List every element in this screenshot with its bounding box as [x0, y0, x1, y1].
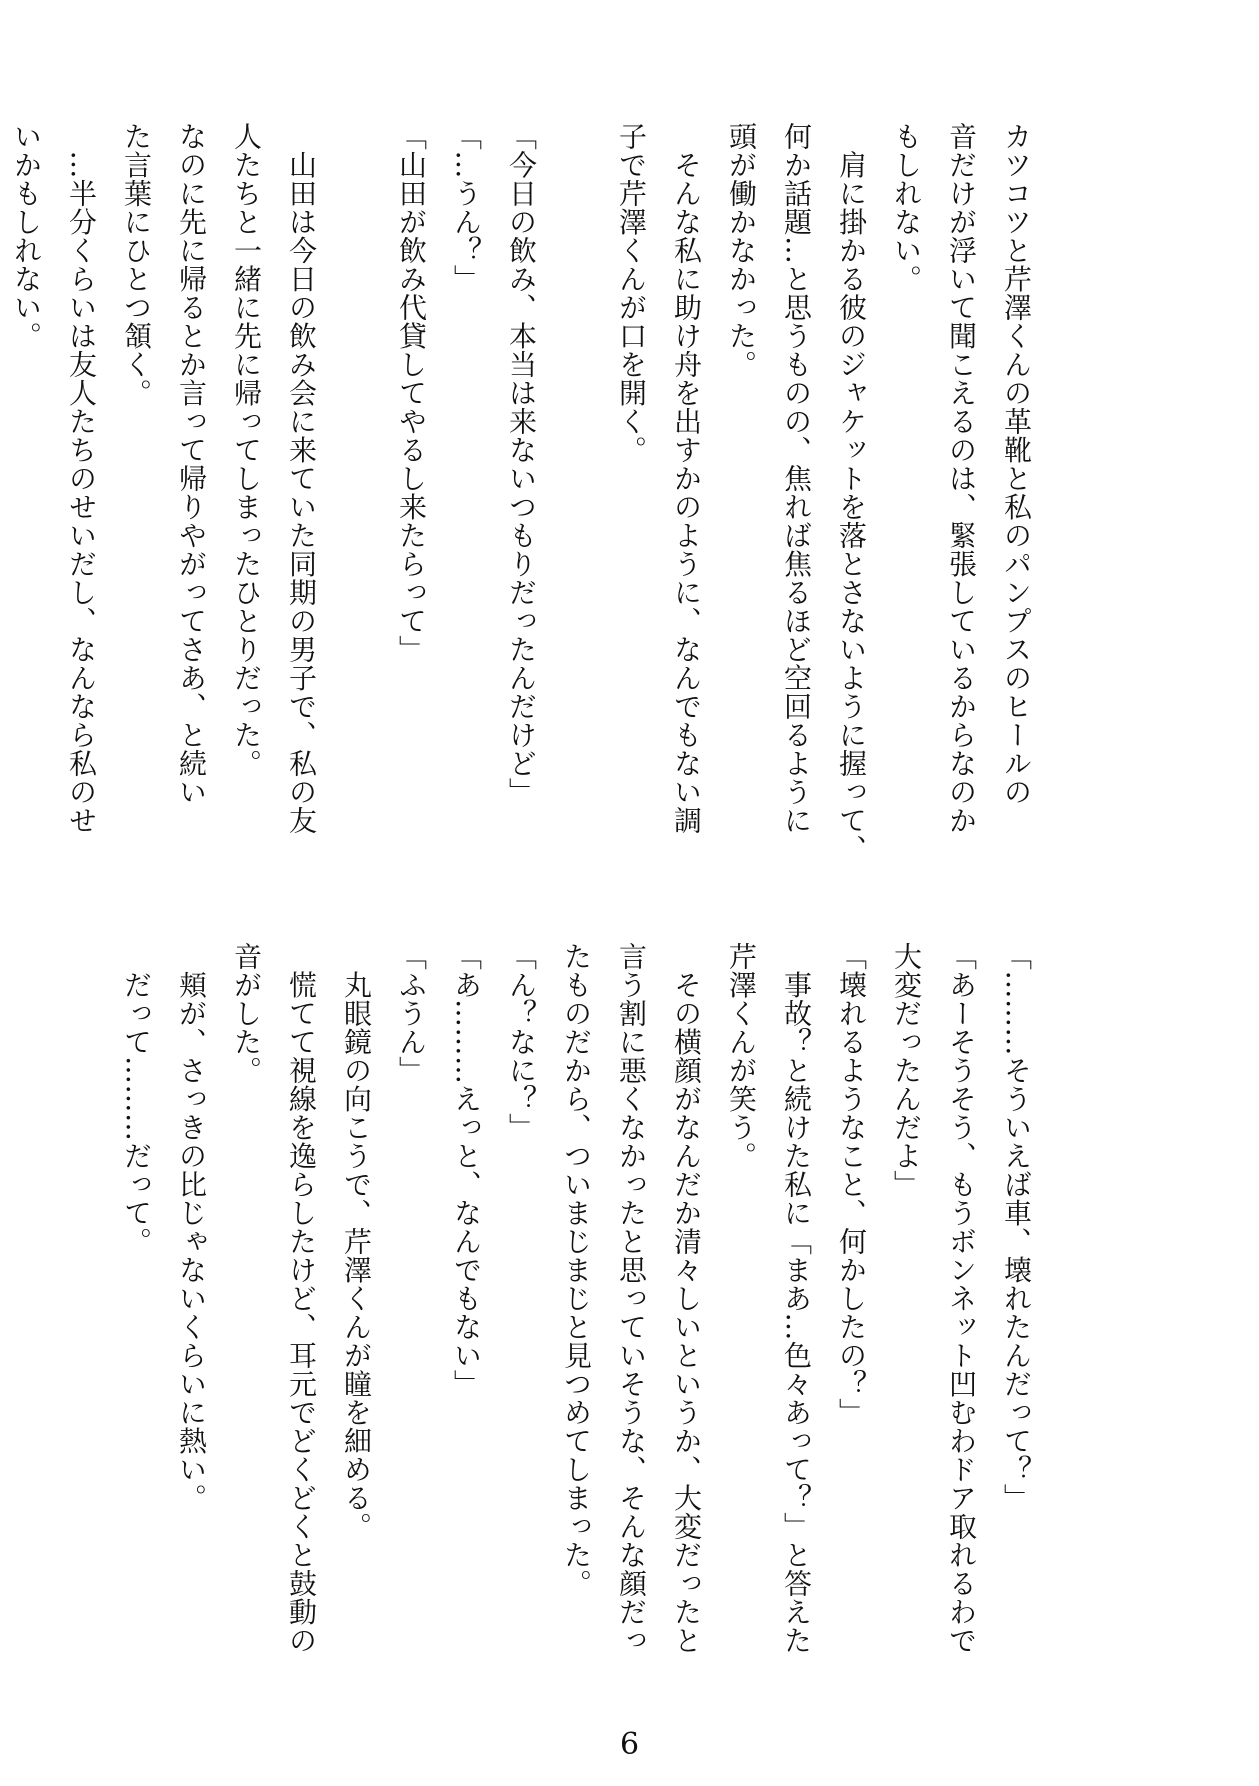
text-line: 慌てて視線を逸らしたけど、耳元でどくどくと鼓動の [285, 942, 318, 1655]
text-line: なのに先に帰るとか言って帰りやがってさあ、と続い [175, 122, 208, 806]
text-line: 山田は今日の飲み会に来ていた同期の男子で、私の友 [285, 122, 318, 835]
text-line: たものだから、ついまじまじと見つめてしまった。 [560, 942, 593, 1598]
text-line: 「…うん？」 [450, 122, 483, 293]
text-line: 「今日の飲み、本当は来ないつもりだったんだけど」 [505, 122, 538, 806]
text-line: 「あ………えっと、なんでもない」 [450, 942, 483, 1398]
text-line: 音だけが浮いて聞こえるのは、緊張しているからなのか [945, 122, 978, 835]
text-line: 丸眼鏡の向こうで、芹澤くんが瞳を細める。 [340, 942, 373, 1541]
text-line: 事故？と続けた私に「まあ…色々あって？」と答えた [780, 942, 813, 1655]
text-line: カツコツと芹澤くんの革靴と私のパンプスのヒールの [1000, 122, 1033, 806]
text-line: その横顔がなんだか清々しいというか、大変だったと [670, 942, 703, 1655]
text-line: そんな私に助け舟を出すかのように、なんでもない調 [670, 122, 703, 835]
text-line: 「山田が飲み代貸してやるし来たらって」 [395, 122, 428, 664]
text-line: 芹澤くんが笑う。 [725, 942, 758, 1170]
text-line: 子で芹澤くんが口を開く。 [615, 122, 648, 464]
text-line: いかもしれない。 [10, 122, 43, 350]
text-line: 頭が働かなかった。 [725, 122, 758, 379]
lower-text-block [109, 942, 1044, 1682]
blank-line [549, 122, 604, 882]
text-line: 頬が、さっきの比じゃないくらいに熱い。 [175, 942, 208, 1512]
text-line: 「………そういえば車、壊れたんだって？」 [1000, 942, 1033, 1512]
blank-line [329, 122, 384, 882]
text-line: もしれない。 [890, 122, 923, 293]
text-line: 「壊れるようなこと、何かしたの？」 [835, 942, 868, 1427]
text-line: 音がした。 [230, 942, 263, 1085]
text-line: 言う割に悪くなかったと思っていそうな、そんな顔だっ [615, 942, 648, 1655]
text-line: 「あーそうそう、もうボンネット凹むわドア取れるわで [945, 942, 978, 1655]
text-line: 何か話題…と思うものの、焦れば焦るほど空回るように [780, 122, 813, 835]
upper-text-block [0, 122, 1044, 882]
text-line: 肩に掛かる彼のジャケットを落とさないように握って、 [835, 122, 868, 863]
text-line: …半分くらいは友人たちのせいだし、なんなら私のせ [65, 122, 98, 835]
text-line: た言葉にひとつ頷く。 [120, 122, 153, 407]
text-line: 人たちと一緒に先に帰ってしまったひとりだった。 [230, 122, 263, 778]
text-line: 大変だったんだよ」 [890, 942, 923, 1199]
text-line: だって………だって。 [120, 942, 153, 1256]
page-number: 6 [619, 1727, 640, 1762]
text-line: 「ふうん」 [395, 942, 428, 1085]
text-line: 「ん？なに？」 [505, 942, 538, 1142]
